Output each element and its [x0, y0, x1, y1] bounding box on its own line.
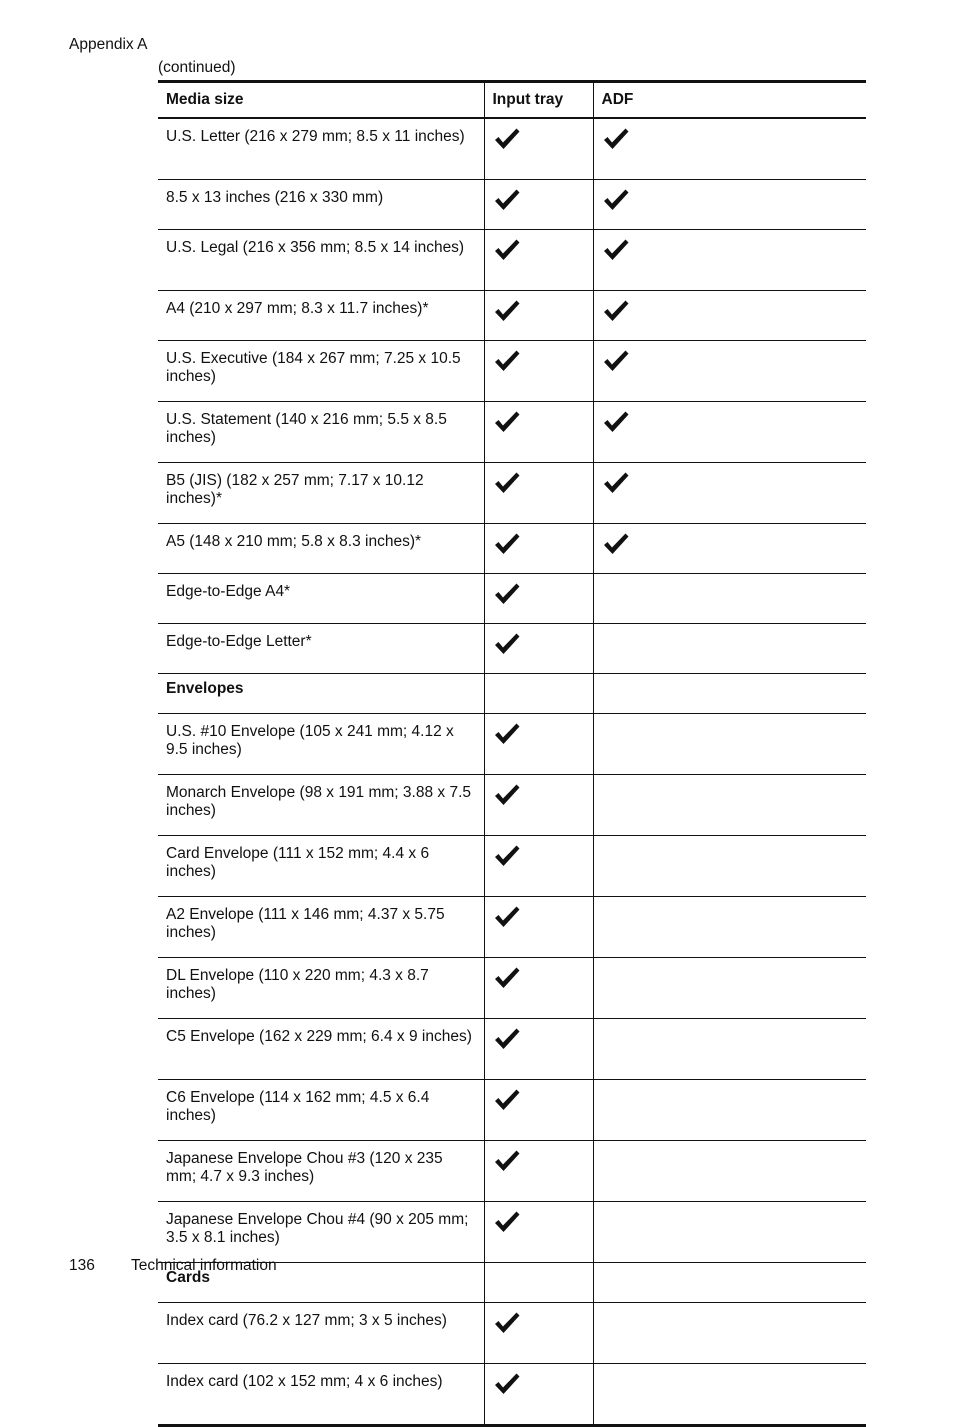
column-header-media-size: Media size: [158, 82, 484, 119]
checkmark-icon: [493, 1088, 521, 1112]
page-number: 136: [69, 1257, 95, 1274]
table-row: [158, 897, 866, 958]
adf-cell: [593, 1019, 866, 1080]
media-size-cell: U.S. Executive (184 x 267 mm; 7.25 x 10.5 inches): [158, 341, 484, 402]
checkmark-icon: [493, 1210, 521, 1234]
media-size-cell: DL Envelope (110 x 220 mm; 4.3 x 8.7 inches): [158, 958, 484, 1019]
input-tray-cell: [484, 524, 593, 574]
checkmark-icon: [493, 582, 521, 606]
table-row: [158, 714, 866, 775]
input-tray-cell: [484, 180, 593, 230]
input-tray-cell: [484, 1364, 593, 1426]
adf-cell: [593, 836, 866, 897]
table-row: [158, 1202, 866, 1263]
adf-cell: [593, 897, 866, 958]
footer-title: Technical information: [131, 1257, 277, 1274]
input-tray-cell: [484, 1080, 593, 1141]
adf-cell: [593, 463, 866, 524]
adf-cell: [593, 1364, 866, 1426]
checkmark-icon: [493, 1027, 521, 1051]
checkmark-icon: [493, 966, 521, 990]
media-size-cell: Edge-to-Edge A4*: [158, 574, 484, 624]
checkmark-icon: [493, 471, 521, 495]
table-body: [158, 118, 866, 1426]
table-row: [158, 341, 866, 402]
checkmark-icon: [602, 410, 630, 434]
media-size-cell: Monarch Envelope (98 x 191 mm; 3.88 x 7.5 inches): [158, 775, 484, 836]
table-row: [158, 1019, 866, 1080]
adf-cell: [593, 180, 866, 230]
input-tray-cell: [484, 118, 593, 180]
checkmark-icon: [493, 410, 521, 434]
table-row: [158, 958, 866, 1019]
media-size-cell: C5 Envelope (162 x 229 mm; 6.4 x 9 inches): [158, 1019, 484, 1080]
checkmark-icon: [602, 532, 630, 556]
table-row: [158, 291, 866, 341]
checkmark-icon: [493, 1372, 521, 1396]
input-tray-cell: [484, 1202, 593, 1263]
adf-cell: [593, 1141, 866, 1202]
adf-cell: [593, 341, 866, 402]
table-row: [158, 1364, 866, 1426]
checkmark-icon: [493, 127, 521, 151]
input-tray-cell: [484, 574, 593, 624]
adf-cell: [593, 1202, 866, 1263]
section-label: Cards: [158, 1263, 484, 1303]
checkmark-icon: [602, 349, 630, 373]
table-header-row: [158, 82, 866, 119]
input-tray-cell: [484, 1263, 593, 1303]
adf-cell: [593, 714, 866, 775]
adf-cell: [593, 1080, 866, 1141]
media-size-cell: Index card (76.2 x 127 mm; 3 x 5 inches): [158, 1303, 484, 1364]
checkmark-icon: [493, 1311, 521, 1335]
media-size-cell: Edge-to-Edge Letter*: [158, 624, 484, 674]
checkmark-icon: [493, 1149, 521, 1173]
table-row: [158, 524, 866, 574]
media-size-cell: C6 Envelope (114 x 162 mm; 4.5 x 6.4 inches): [158, 1080, 484, 1141]
media-size-cell: U.S. Letter (216 x 279 mm; 8.5 x 11 inches): [158, 118, 484, 180]
adf-cell: [593, 674, 866, 714]
checkmark-icon: [493, 349, 521, 373]
input-tray-cell: [484, 775, 593, 836]
adf-cell: [593, 958, 866, 1019]
adf-cell: [593, 624, 866, 674]
input-tray-cell: [484, 624, 593, 674]
checkmark-icon: [493, 722, 521, 746]
input-tray-cell: [484, 230, 593, 291]
checkmark-icon: [493, 783, 521, 807]
checkmark-icon: [493, 299, 521, 323]
adf-cell: [593, 775, 866, 836]
media-size-cell: 8.5 x 13 inches (216 x 330 mm): [158, 180, 484, 230]
adf-cell: [593, 230, 866, 291]
checkmark-icon: [493, 238, 521, 262]
column-header-adf: ADF: [593, 82, 866, 119]
adf-cell: [593, 402, 866, 463]
continued-label: (continued): [158, 59, 236, 76]
media-size-cell: U.S. #10 Envelope (105 x 241 mm; 4.12 x 9.5 inches): [158, 714, 484, 775]
section-row: [158, 674, 866, 714]
input-tray-cell: [484, 836, 593, 897]
media-size-cell: Index card (102 x 152 mm; 4 x 6 inches): [158, 1364, 484, 1426]
table-row: [158, 1080, 866, 1141]
adf-cell: [593, 118, 866, 180]
table-row: [158, 775, 866, 836]
table-row: [158, 1303, 866, 1364]
section-label: Envelopes: [158, 674, 484, 714]
column-header-input-tray: Input tray: [484, 82, 593, 119]
input-tray-cell: [484, 958, 593, 1019]
table-row: [158, 118, 866, 180]
checkmark-icon: [602, 188, 630, 212]
input-tray-cell: [484, 1019, 593, 1080]
table-row: [158, 230, 866, 291]
appendix-label: Appendix A: [69, 36, 148, 53]
media-size-cell: B5 (JIS) (182 x 257 mm; 7.17 x 10.12 inches)*: [158, 463, 484, 524]
input-tray-cell: [484, 463, 593, 524]
adf-cell: [593, 1303, 866, 1364]
input-tray-cell: [484, 1141, 593, 1202]
checkmark-icon: [493, 188, 521, 212]
checkmark-icon: [493, 905, 521, 929]
checkmark-icon: [493, 632, 521, 656]
input-tray-cell: [484, 341, 593, 402]
adf-cell: [593, 291, 866, 341]
checkmark-icon: [493, 844, 521, 868]
adf-cell: [593, 524, 866, 574]
input-tray-cell: [484, 897, 593, 958]
input-tray-cell: [484, 402, 593, 463]
adf-cell: [593, 1263, 866, 1303]
input-tray-cell: [484, 674, 593, 714]
adf-cell: [593, 574, 866, 624]
checkmark-icon: [602, 471, 630, 495]
checkmark-icon: [602, 238, 630, 262]
media-size-cell: Japanese Envelope Chou #4 (90 x 205 mm; 3.5 x 8.1 inches): [158, 1202, 484, 1263]
table-row: [158, 402, 866, 463]
table-row: [158, 180, 866, 230]
input-tray-cell: [484, 714, 593, 775]
table-row: [158, 463, 866, 524]
checkmark-icon: [602, 127, 630, 151]
media-size-cell: Japanese Envelope Chou #3 (120 x 235 mm; 4.7 x 9.3 inches): [158, 1141, 484, 1202]
media-size-cell: A5 (148 x 210 mm; 5.8 x 8.3 inches)*: [158, 524, 484, 574]
input-tray-cell: [484, 1303, 593, 1364]
table-row: [158, 624, 866, 674]
media-size-cell: A4 (210 x 297 mm; 8.3 x 11.7 inches)*: [158, 291, 484, 341]
table-row: [158, 836, 866, 897]
input-tray-cell: [484, 291, 593, 341]
media-size-cell: U.S. Legal (216 x 356 mm; 8.5 x 14 inches): [158, 230, 484, 291]
media-size-cell: A2 Envelope (111 x 146 mm; 4.37 x 5.75 inches): [158, 897, 484, 958]
media-size-cell: Card Envelope (111 x 152 mm; 4.4 x 6 inches): [158, 836, 484, 897]
media-size-cell: U.S. Statement (140 x 216 mm; 5.5 x 8.5 inches): [158, 402, 484, 463]
table-row: [158, 574, 866, 624]
checkmark-icon: [493, 532, 521, 556]
checkmark-icon: [602, 299, 630, 323]
table-row: [158, 1141, 866, 1202]
media-size-table: [158, 80, 866, 1427]
